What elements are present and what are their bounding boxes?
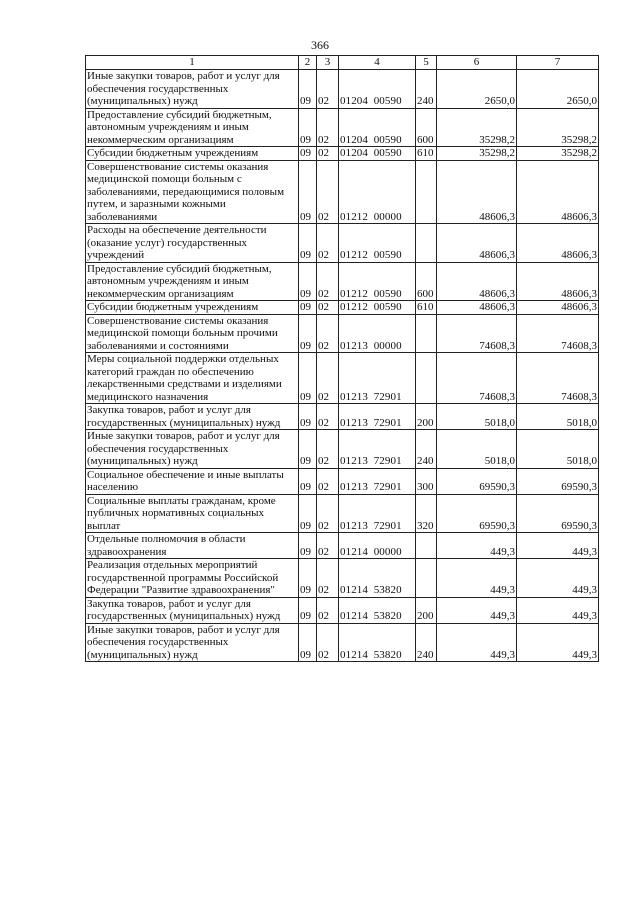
table-row — [86, 108, 599, 147]
table-row — [86, 430, 599, 469]
column-header-1: 1 — [86, 56, 299, 70]
row-expense-type: 240 — [416, 623, 437, 662]
row-amount-col7: 48606,3 — [517, 301, 599, 315]
row-amount-col7: 449,3 — [517, 533, 599, 559]
row-name: Закупка товаров, работ и услуг для государственных (муниципальных) нужд — [86, 597, 299, 623]
row-amount-col7: 35298,2 — [517, 108, 599, 147]
row-section: 09 — [299, 430, 317, 469]
row-section: 09 — [299, 70, 317, 109]
column-header-2: 2 — [299, 56, 317, 70]
row-section: 09 — [299, 160, 317, 224]
row-expense-type: 610 — [416, 147, 437, 161]
table-row — [86, 70, 599, 109]
row-target-article: 01204 00590 — [339, 70, 416, 109]
row-subsection: 02 — [317, 533, 339, 559]
row-target-article: 01212 00000 — [339, 160, 416, 224]
row-expense-type: 600 — [416, 108, 437, 147]
table-row — [86, 559, 599, 598]
row-subsection: 02 — [317, 468, 339, 494]
row-amount-col6: 74608,3 — [437, 353, 517, 404]
row-section: 09 — [299, 533, 317, 559]
row-amount-col7: 48606,3 — [517, 262, 599, 301]
row-subsection: 02 — [317, 430, 339, 469]
row-target-article: 01212 00590 — [339, 301, 416, 315]
row-section: 09 — [299, 623, 317, 662]
row-subsection: 02 — [317, 160, 339, 224]
row-name: Иные закупки товаров, работ и услуг для обеспечения государственных (муниципальных) нужд — [86, 623, 299, 662]
row-amount-col6: 2650,0 — [437, 70, 517, 109]
row-expense-type: 240 — [416, 70, 437, 109]
row-target-article: 01204 00590 — [339, 147, 416, 161]
row-amount-col6: 35298,2 — [437, 147, 517, 161]
row-subsection: 02 — [317, 314, 339, 353]
table-row — [86, 533, 599, 559]
row-target-article: 01214 00000 — [339, 533, 416, 559]
row-amount-col6: 74608,3 — [437, 314, 517, 353]
row-subsection: 02 — [317, 70, 339, 109]
row-target-article: 01212 00590 — [339, 262, 416, 301]
row-name: Предоставление субсидий бюджетным, автономным учреждениям и иным некоммерческим организациям — [86, 262, 299, 301]
row-amount-col7: 48606,3 — [517, 160, 599, 224]
row-expense-type: 300 — [416, 468, 437, 494]
table-row — [86, 404, 599, 430]
row-expense-type: 200 — [416, 597, 437, 623]
budget-table — [85, 55, 599, 662]
row-expense-type — [416, 314, 437, 353]
row-amount-col6: 69590,3 — [437, 468, 517, 494]
row-amount-col6: 5018,0 — [437, 430, 517, 469]
row-subsection: 02 — [317, 301, 339, 315]
table-row — [86, 224, 599, 263]
row-name: Иные закупки товаров, работ и услуг для обеспечения государственных (муниципальных) нужд — [86, 70, 299, 109]
row-amount-col7: 449,3 — [517, 559, 599, 598]
row-amount-col6: 449,3 — [437, 559, 517, 598]
row-section: 09 — [299, 314, 317, 353]
row-target-article: 01214 53820 — [339, 597, 416, 623]
row-section: 09 — [299, 224, 317, 263]
row-name: Социальное обеспечение и иные выплаты населению — [86, 468, 299, 494]
row-subsection: 02 — [317, 147, 339, 161]
row-section: 09 — [299, 108, 317, 147]
row-name: Социальные выплаты гражданам, кроме публичных нормативных социальных выплат — [86, 494, 299, 533]
row-amount-col7: 449,3 — [517, 597, 599, 623]
row-target-article: 01213 72901 — [339, 494, 416, 533]
row-expense-type — [416, 559, 437, 598]
row-subsection: 02 — [317, 494, 339, 533]
row-name: Меры социальной поддержки отдельных категорий граждан по обеспечению лекарственными средствами и изделиями медицинского назначения — [86, 353, 299, 404]
row-amount-col6: 5018,0 — [437, 404, 517, 430]
row-target-article: 01214 53820 — [339, 559, 416, 598]
row-expense-type — [416, 224, 437, 263]
row-amount-col7: 35298,2 — [517, 147, 599, 161]
row-amount-col7: 74608,3 — [517, 353, 599, 404]
row-expense-type: 240 — [416, 430, 437, 469]
row-target-article: 01213 72901 — [339, 404, 416, 430]
row-target-article: 01213 72901 — [339, 468, 416, 494]
table-row — [86, 468, 599, 494]
row-amount-col6: 48606,3 — [437, 160, 517, 224]
row-section: 09 — [299, 404, 317, 430]
table-row — [86, 301, 599, 315]
row-name: Закупка товаров, работ и услуг для государственных (муниципальных) нужд — [86, 404, 299, 430]
row-expense-type — [416, 353, 437, 404]
row-name: Расходы на обеспечение деятельности (оказание услуг) государственных учреждений — [86, 224, 299, 263]
row-name: Совершенствование системы оказания медицинской помощи больным прочими заболеваниями и состояниями — [86, 314, 299, 353]
table-row — [86, 147, 599, 161]
page-number: 366 — [311, 38, 329, 52]
column-header-6: 6 — [437, 56, 517, 70]
row-name: Предоставление субсидий бюджетным, автономным учреждениям и иным некоммерческим организациям — [86, 108, 299, 147]
table-row — [86, 262, 599, 301]
row-target-article: 01213 72901 — [339, 430, 416, 469]
table-row — [86, 160, 599, 224]
row-name: Субсидии бюджетным учреждениям — [86, 301, 299, 315]
table-row — [86, 353, 599, 404]
row-amount-col6: 449,3 — [437, 623, 517, 662]
table-header-row — [86, 56, 599, 70]
row-target-article: 01213 72901 — [339, 353, 416, 404]
row-name: Совершенствование системы оказания медицинской помощи больным с заболеваниями, передающимися половым путем, и заразными кожными заболеваниями — [86, 160, 299, 224]
row-name: Иные закупки товаров, работ и услуг для обеспечения государственных (муниципальных) нужд — [86, 430, 299, 469]
row-amount-col6: 35298,2 — [437, 108, 517, 147]
row-expense-type: 320 — [416, 494, 437, 533]
row-section: 09 — [299, 353, 317, 404]
row-section: 09 — [299, 262, 317, 301]
column-header-5: 5 — [416, 56, 437, 70]
row-section: 09 — [299, 468, 317, 494]
row-amount-col6: 48606,3 — [437, 262, 517, 301]
row-name: Отдельные полномочия в области здравоохранения — [86, 533, 299, 559]
row-target-article: 01204 00590 — [339, 108, 416, 147]
row-amount-col7: 74608,3 — [517, 314, 599, 353]
row-expense-type — [416, 160, 437, 224]
column-header-3: 3 — [317, 56, 339, 70]
row-subsection: 02 — [317, 262, 339, 301]
row-amount-col7: 69590,3 — [517, 494, 599, 533]
row-amount-col7: 2650,0 — [517, 70, 599, 109]
row-expense-type: 610 — [416, 301, 437, 315]
row-section: 09 — [299, 494, 317, 533]
row-amount-col7: 69590,3 — [517, 468, 599, 494]
row-name: Субсидии бюджетным учреждениям — [86, 147, 299, 161]
row-expense-type: 200 — [416, 404, 437, 430]
row-amount-col6: 69590,3 — [437, 494, 517, 533]
table-row — [86, 597, 599, 623]
row-subsection: 02 — [317, 559, 339, 598]
row-amount-col7: 5018,0 — [517, 430, 599, 469]
column-header-4: 4 — [339, 56, 416, 70]
row-subsection: 02 — [317, 224, 339, 263]
table-row — [86, 623, 599, 662]
row-section: 09 — [299, 559, 317, 598]
row-target-article: 01213 00000 — [339, 314, 416, 353]
row-expense-type — [416, 533, 437, 559]
row-amount-col6: 48606,3 — [437, 224, 517, 263]
row-amount-col7: 449,3 — [517, 623, 599, 662]
row-subsection: 02 — [317, 353, 339, 404]
row-target-article: 01212 00590 — [339, 224, 416, 263]
row-section: 09 — [299, 147, 317, 161]
row-subsection: 02 — [317, 108, 339, 147]
row-subsection: 02 — [317, 404, 339, 430]
row-amount-col7: 5018,0 — [517, 404, 599, 430]
row-section: 09 — [299, 597, 317, 623]
row-target-article: 01214 53820 — [339, 623, 416, 662]
row-name: Реализация отдельных мероприятий государственной программы Российской Федерации "Развитие здравоохранения" — [86, 559, 299, 598]
row-subsection: 02 — [317, 623, 339, 662]
row-amount-col6: 449,3 — [437, 533, 517, 559]
column-header-7: 7 — [517, 56, 599, 70]
row-section: 09 — [299, 301, 317, 315]
row-amount-col7: 48606,3 — [517, 224, 599, 263]
row-amount-col6: 48606,3 — [437, 301, 517, 315]
table-row — [86, 314, 599, 353]
row-expense-type: 600 — [416, 262, 437, 301]
table-row — [86, 494, 599, 533]
row-amount-col6: 449,3 — [437, 597, 517, 623]
row-subsection: 02 — [317, 597, 339, 623]
